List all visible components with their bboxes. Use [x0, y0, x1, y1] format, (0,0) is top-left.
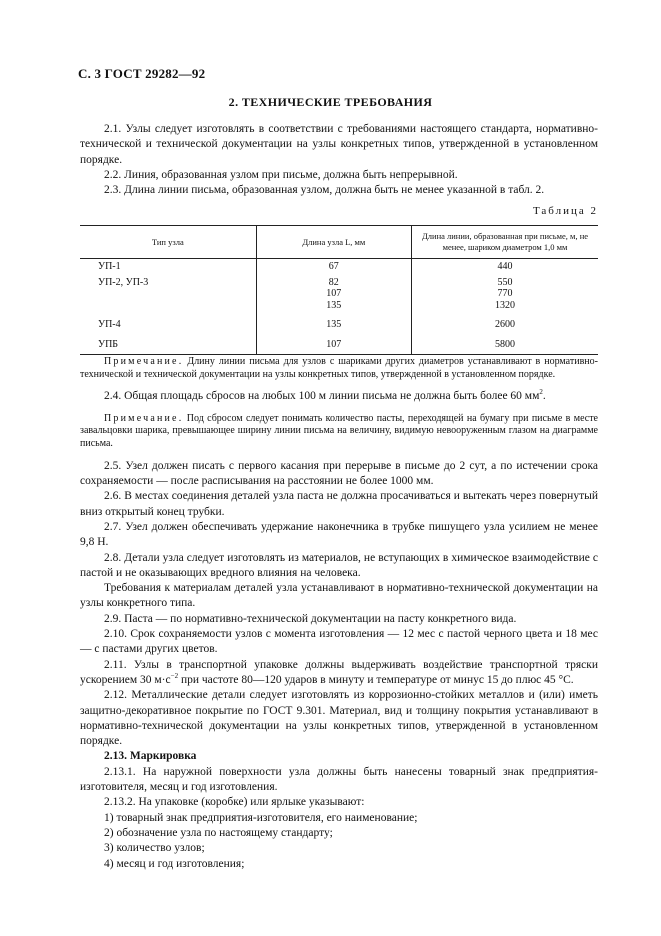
cell-type: УПБ — [80, 333, 256, 355]
table-row — [80, 313, 598, 333]
page-header: С. 3 ГОСТ 29282—92 — [78, 66, 206, 81]
note-label: Примечание. — [104, 412, 184, 424]
section-title: 2. ТЕХНИЧЕСКИЕ ТРЕБОВАНИЯ — [228, 95, 433, 109]
data-table — [80, 225, 598, 355]
table-caption: Таблица 2 — [532, 205, 598, 217]
cell-length: 67 — [256, 259, 411, 275]
cell-type: УП-2, УП-3 — [98, 276, 149, 288]
paragraph-2-11 — [80, 658, 598, 689]
p211-a: 2.11. Узлы в транспортной упаковке должны выдерживать воздействие транспортной тряски ускорением 30 м·с — [80, 658, 598, 686]
p211-b: при частоте 80—120 ударов в минуту и температуре от минус 15 до плюс 45 °С. — [178, 673, 574, 686]
cell-line: 5800 — [412, 333, 599, 355]
cell-length: 82 107 135 — [256, 275, 411, 314]
header-length: Длина узла L, мм — [256, 226, 411, 259]
paragraph-2-1: 2.1. Узлы следует изготовлять в соответствии с требованиями настоящего стандарта, нормативно-технической и технической документации на узлы конкретных типов, утвержденной в установленном порядке. — [80, 123, 598, 166]
cell-type: УП-4 — [98, 319, 121, 330]
p24-text: 2.4. Общая площадь сбросов на любых 100 м линии письма не должна быть более 60 мм — [104, 390, 540, 403]
paragraph-2-3: 2.3. Длина линии письма, образованная узлом, должна быть не менее указанной в табл. 2. — [104, 184, 545, 197]
table-row — [80, 275, 598, 314]
table-row — [80, 333, 598, 355]
paragraph-2-2: 2.2. Линия, образованная узлом при письме, должна быть непрерывной. — [104, 168, 458, 181]
note-text: Под сбросом следует понимать количество пасты, переходящей на бумагу при письме в месте завальцовки шарика, превышающее ширину линии письма на величину, видимую невооруженным глазом на диаграмме письма. — [80, 412, 598, 450]
marking-title: 2.13. Маркировка — [104, 750, 197, 763]
cell-line: 2600 — [412, 313, 599, 333]
paragraph-2-4 — [80, 389, 598, 404]
header-type: Тип узла — [80, 226, 256, 259]
header-line: Длина линии, образованная при письме, м, не менее, шариком диаметром 1,0 мм — [412, 226, 599, 259]
main-text — [80, 356, 598, 872]
paragraph-2-5: 2.5. Узел должен писать с первого касания при перерыве в письме до 2 сут, а по истечении срока сохраняемости — после расписывания на расстоянии не более 1000 мм. — [80, 459, 598, 488]
note-label: Примечание. — [104, 356, 184, 367]
paragraph-2-13-1: 2.13.1. На наружной поверхности узла должны быть нанесены товарный знак предприятия-изготовителя, месяц и год изготовления. — [80, 765, 598, 794]
cell-length: 107 — [256, 333, 411, 355]
top-paragraphs — [80, 122, 598, 198]
paragraph-2-6: 2.6. В местах соединения деталей узла паста не должна просачиваться и вытекать через повернутый вниз открытый конец трубки. — [80, 490, 598, 518]
note-2 — [80, 413, 598, 451]
cell-length: 135 — [256, 313, 411, 333]
note-text: Длину линии письма для узлов с шариками других диаметров устанавливают в нормативно-технической и технической документации на узлы конкретных типов, утвержденной в установленном порядке. — [80, 356, 598, 380]
list-item: 2) обозначение узла по настоящему стандарту; — [104, 826, 333, 839]
cell-line: 440 — [412, 259, 599, 275]
paragraph-2-12: 2.12. Металлические детали следует изготовлять из коррозионно-стойких металлов и (или) иметь защитно-декоративное покрытие по ГОСТ 9.301. Материал, вид и толщину покрытия устанавливают в нормативно-технической документации на узлы конкретных типов, утвержденной в установленном порядке. — [80, 689, 598, 748]
p24-end: . — [542, 390, 546, 403]
paragraph-2-13-2: 2.13.2. На упаковке (коробке) или ярлыке указывают: — [104, 796, 365, 809]
p24-sup: 2 — [539, 388, 543, 397]
paragraph-2-9: 2.9. Паста — по нормативно-технической документации на пасту конкретного вида. — [104, 612, 517, 625]
paragraph-2-10: 2.10. Срок сохраняемости узлов с момента изготовления — 12 мес с пастой черного цвета и 18 мес — с пастами других цветов. — [80, 628, 598, 656]
cell-line: 550 770 1320 — [412, 275, 599, 314]
table-header-row — [80, 226, 598, 259]
list-item: 1) товарный знак предприятия-изготовителя, его наименование; — [104, 811, 418, 824]
list-item: 4) месяц и год изготовления; — [104, 857, 245, 870]
paragraph-2-8-materials: Требования к материалам деталей узла устанавливают в нормативно-технической документации на узлы конкретного типа. — [80, 582, 598, 610]
p211-sup: −2 — [170, 672, 179, 681]
paragraph-2-8: 2.8. Детали узла следует изготовлять из материалов, не вступающих в химическое взаимодействие с пастой и не оказывающих вредного влияния на человека. — [80, 551, 598, 579]
cell-type: УП-1 — [98, 261, 121, 272]
list-item: 3) количество узлов; — [104, 842, 205, 855]
paragraph-2-7: 2.7. Узел должен обеспечивать удержание наконечника в трубке пишущего узла усилием не менее 9,8 Н. — [80, 521, 598, 549]
table-row — [80, 259, 598, 275]
note-1 — [80, 356, 598, 381]
